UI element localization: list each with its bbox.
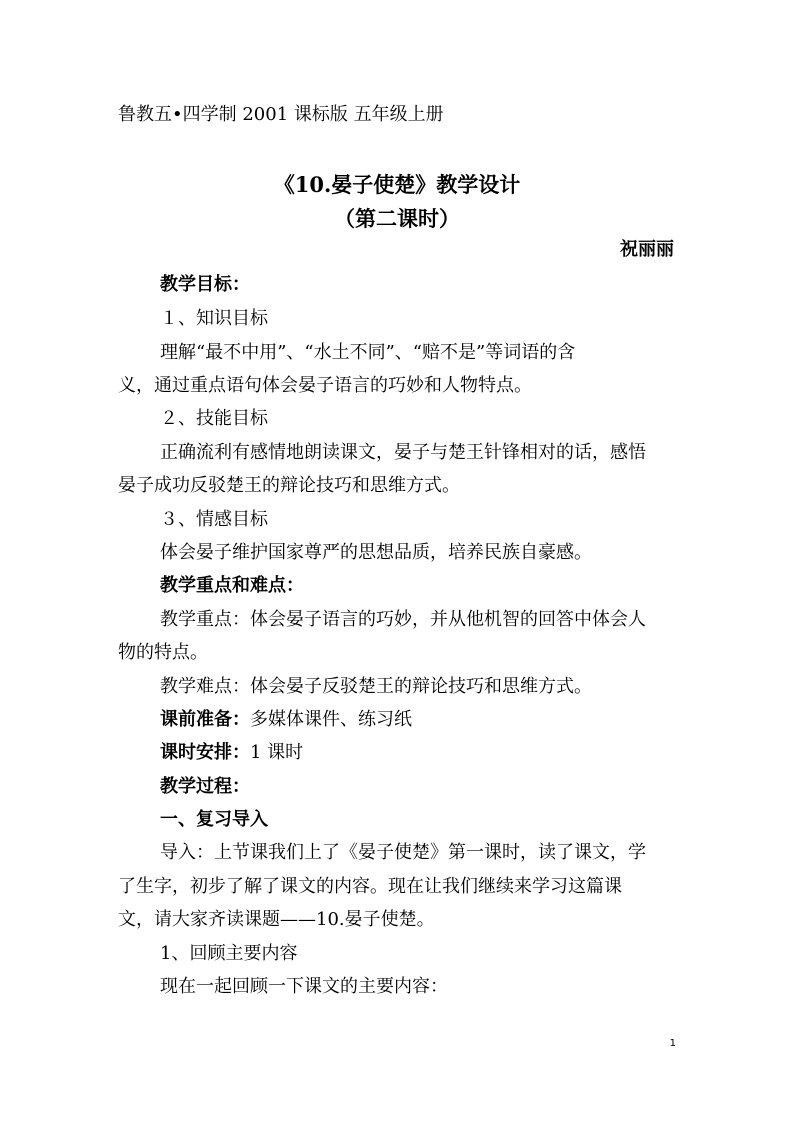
key-difficulty-heading: 教学重点和难点：	[160, 575, 304, 596]
key-point-line2: 物的特点。	[118, 642, 208, 663]
step1-heading: 一、复习导入	[160, 809, 268, 830]
key-point-line1: 教学重点：体会晏子语言的巧妙，并从他机智的回答中体会人	[160, 609, 646, 630]
goal1-text-line2: 义，通过重点语句体会晏子语言的巧妙和人物特点。	[118, 375, 532, 396]
intro-line2: 了生字，初步了解了课文的内容。现在让我们继续来学习这篇课	[118, 876, 622, 897]
intro-line3: 文，请大家齐读课题——10.晏子使楚。	[118, 909, 435, 930]
document-header: 鲁教五•四学制 2001 课标版 五年级上册	[118, 104, 444, 125]
goals-heading: 教学目标：	[160, 274, 250, 295]
time-arrangement-line	[160, 740, 303, 766]
author-name: 祝丽丽	[620, 239, 674, 260]
review-heading: 1、回顾主要内容	[160, 943, 298, 964]
preparation-label: 课前准备：	[160, 709, 250, 730]
difficulty-line: 教学难点：体会晏子反驳楚王的辩论技巧和思维方式。	[160, 676, 592, 697]
goal2-text-line2: 晏子成功反驳楚王的辩论技巧和思维方式。	[118, 475, 460, 496]
time-arrangement-label: 课时安排：	[160, 742, 250, 763]
goal3-text-line1: 体会晏子维护国家尊严的思想品质，培养民族自豪感。	[160, 542, 592, 563]
document-subtitle: （第二课时）	[334, 206, 460, 231]
goal1-text-line1: 理解“最不中用”、“水土不同”、“赔不是”等词语的含	[160, 342, 576, 363]
preparation-line	[160, 707, 412, 733]
goal1-heading: １、知识目标	[160, 308, 268, 329]
goal2-heading: ２、技能目标	[160, 408, 268, 429]
preparation-value: 多媒体课件、练习纸	[250, 709, 412, 730]
intro-line1: 导入：上节课我们上了《晏子使楚》第一课时，读了课文，学	[160, 842, 646, 863]
review-line1: 现在一起回顾一下课文的主要内容：	[160, 976, 448, 997]
goal3-heading: ３、情感目标	[160, 509, 268, 530]
process-heading: 教学过程：	[160, 776, 250, 797]
page-number: 1	[669, 1038, 676, 1049]
goal2-text-line1: 正确流利有感情地朗读课文，晏子与楚王针锋相对的话，感悟	[160, 442, 646, 463]
time-arrangement-value: 1 课时	[250, 742, 304, 763]
document-title: 《10.晏子使楚》教学设计	[273, 172, 521, 197]
